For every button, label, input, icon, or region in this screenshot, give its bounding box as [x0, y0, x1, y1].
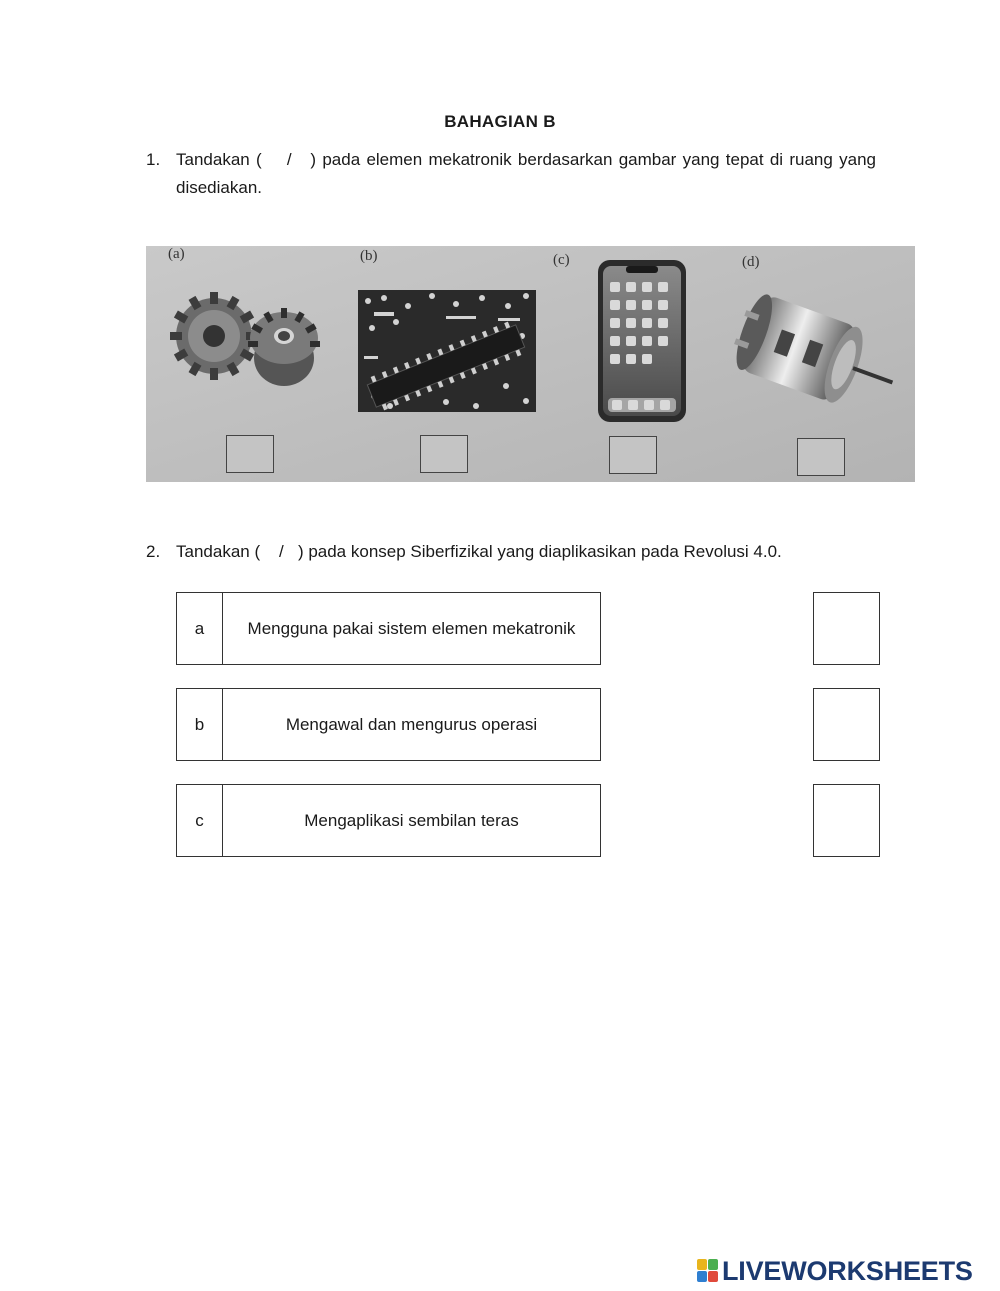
image-strip	[146, 246, 915, 482]
question-number: 1.	[146, 150, 161, 169]
answer-box-d[interactable]	[797, 438, 845, 476]
instruction-end: ) pada konsep Siberfizikal yang diaplikasikan pada Revolusi 4.0.	[297, 542, 782, 561]
answer-box-option-b[interactable]	[813, 688, 880, 761]
answer-box-option-a[interactable]	[813, 592, 880, 665]
image-label-d: (d)	[742, 254, 760, 270]
question-2	[146, 538, 906, 568]
instruction-end: ) pada elemen mekatronik berdasarkan gambar yang tepat di ruang yang disediakan.	[176, 150, 876, 197]
logo-text: LIVEWORKSHEETS	[722, 1255, 973, 1286]
option-text: Mengguna pakai sistem elemen mekatronik	[247, 618, 576, 638]
microchip-icon	[358, 290, 536, 413]
answer-box-b[interactable]	[420, 435, 468, 473]
answer-box-a[interactable]	[226, 435, 274, 473]
instruction-start: Tandakan (	[176, 150, 262, 169]
option-text: Mengawal dan mengurus operasi	[285, 714, 538, 734]
option-letter: b	[177, 689, 223, 760]
logo-cubes-icon	[697, 1259, 719, 1283]
tick-mark-symbol: /	[286, 150, 292, 169]
image-label-a: (a)	[168, 246, 185, 262]
question-text	[176, 146, 876, 202]
section-heading: BAHAGIAN B	[444, 112, 556, 131]
option-letter: a	[177, 593, 223, 664]
question-number: 2.	[146, 542, 161, 561]
tick-mark-symbol: /	[279, 542, 284, 561]
option-row-c	[176, 784, 601, 857]
smartphone-icon	[598, 260, 686, 422]
image-label-c: (c)	[553, 252, 570, 268]
question-1	[146, 146, 876, 206]
image-label-b: (b)	[360, 248, 378, 264]
option-text: Mengaplikasi sembilan teras	[304, 810, 519, 830]
question-text	[176, 538, 782, 566]
answer-box-option-c[interactable]	[813, 784, 880, 857]
answer-box-c[interactable]	[609, 436, 657, 474]
option-letter: c	[177, 785, 223, 856]
instruction-start: Tandakan (	[176, 542, 261, 561]
liveworksheets-logo	[697, 1256, 973, 1286]
option-row-a	[176, 592, 601, 665]
option-row-b	[176, 688, 601, 761]
